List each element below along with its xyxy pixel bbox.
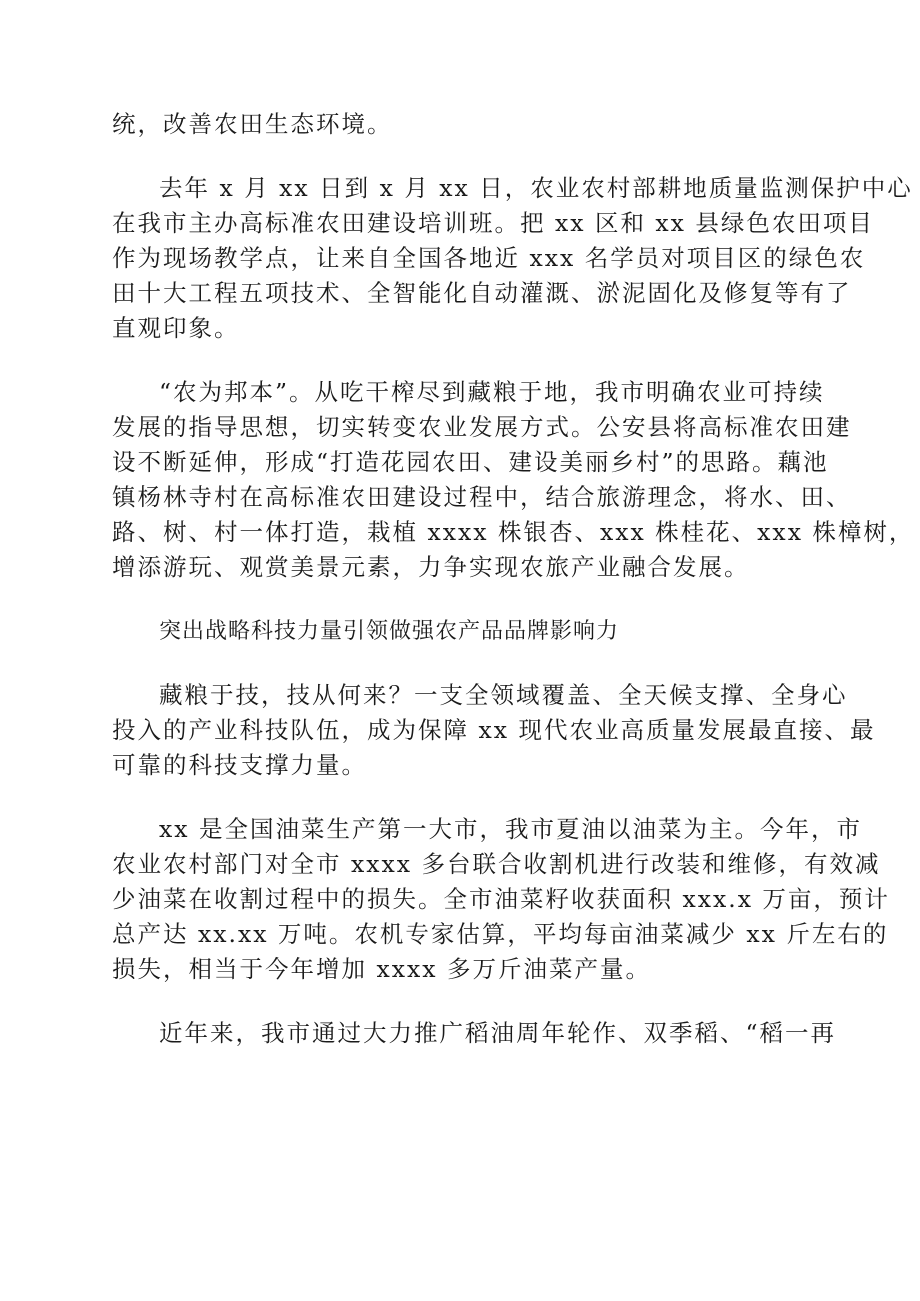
paragraph-line: 去年 x 月 xx 日到 x 月 xx 日，农业农村部耕地质量监测保护中心 bbox=[159, 174, 913, 202]
section-heading: 突出战略科技力量引领做强农产品品牌影响力 bbox=[159, 619, 620, 644]
paragraph-line: 投入的产业科技队伍，成为保障 xx 现代农业高质量发展最直接、最 bbox=[112, 716, 876, 744]
paragraph-line: 农业农村部门对全市 xxxx 多台联合收割机进行改装和维修，有效减 bbox=[112, 850, 881, 878]
paragraph-line: 设不断延伸，形成“打造花园农田、建设美丽乡村”的思路。藕池 bbox=[112, 448, 829, 476]
paragraph-line: 在我市主办高标准农田建设培训班。把 xx 区和 xx 县绿色农田项目 bbox=[112, 209, 874, 237]
paragraph-line: 增添游玩、观赏美景元素，力争实现农旅产业融合发展。 bbox=[112, 553, 750, 581]
paragraph-line: 可靠的科技支撑力量。 bbox=[112, 751, 367, 779]
paragraph-line: 近年来，我市通过大力推广稻油周年轮作、双季稻、“稻一再 bbox=[159, 1019, 837, 1047]
paragraph-line: xx 是全国油菜生产第一大市，我市夏油以油菜为主。今年，市 bbox=[159, 815, 862, 843]
paragraph-line: 作为现场教学点，让来自全国各地近 xxx 名学员对项目区的绿色农 bbox=[112, 244, 866, 272]
paragraph-line: 直观印象。 bbox=[112, 314, 240, 342]
paragraph bbox=[112, 1016, 837, 1051]
paragraph bbox=[112, 812, 890, 987]
paragraph-line: 损失，相当于今年增加 xxxx 多万斤油菜产量。 bbox=[112, 955, 651, 983]
paragraph bbox=[112, 107, 794, 142]
paragraph-line: 藏粮于技，技从何来？一支全领域覆盖、全天候支撑、全身心 bbox=[159, 681, 848, 709]
paragraph-line: “农为邦本”。从吃干榨尽到藏粮于地，我市明确农业可持续 bbox=[159, 378, 825, 406]
paragraph-line: 统，改善农田生态环境。 bbox=[112, 110, 393, 138]
paragraph-line: 路、树、村一体打造，栽植 xxxx 株银杏、xxx 株桂花、xxx 株樟树， bbox=[112, 518, 915, 546]
paragraph-line: 少油菜在收割过程中的损失。全市油菜籽收获面积 xxx.x 万亩，预计 bbox=[112, 885, 890, 913]
paragraph bbox=[112, 375, 915, 585]
paragraph bbox=[112, 171, 913, 346]
paragraph-line: 田十大工程五项技术、全智能化自动灌溉、淤泥固化及修复等有了 bbox=[112, 279, 852, 307]
paragraph-line: 发展的指导思想，切实转变农业发展方式。公安县将高标准农田建 bbox=[112, 413, 852, 441]
document-page bbox=[112, 107, 915, 1051]
paragraph-line: 镇杨林寺村在高标准农田建设过程中，结合旅游理念，将水、田、 bbox=[112, 483, 852, 511]
paragraph-line: 总产达 xx.xx 万吨。农机专家估算，平均每亩油菜减少 xx 斤左右的 bbox=[112, 920, 889, 948]
paragraph bbox=[112, 678, 876, 783]
